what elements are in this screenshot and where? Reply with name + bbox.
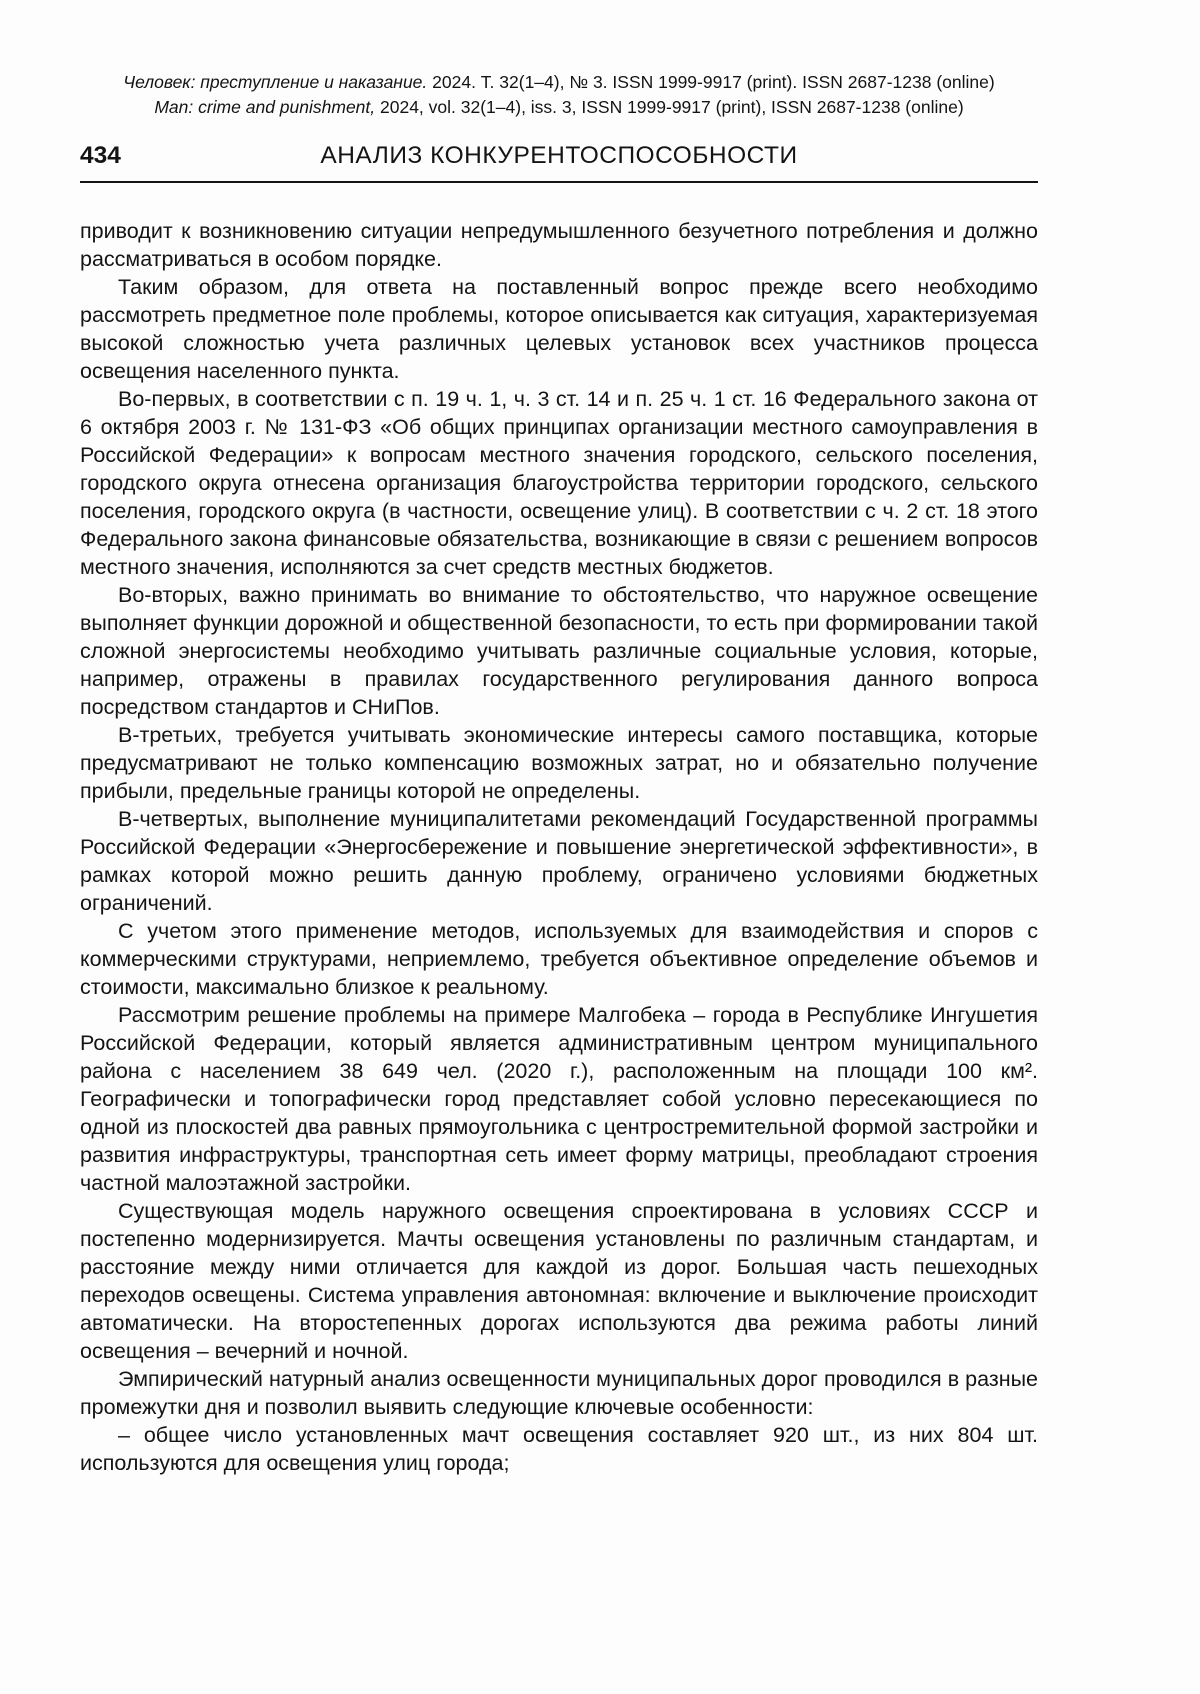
page-number: 434 xyxy=(80,142,121,169)
paragraph: – общее число установленных мачт освещения составляет 920 шт., из них 804 шт. используются для освещения улиц города; xyxy=(80,1423,1038,1475)
journal-header xyxy=(80,70,1038,183)
header-rule xyxy=(80,181,1038,183)
journal-line-en xyxy=(80,95,1038,120)
paragraph: приводит к возникновению ситуации непредумышленного безучетного потребления и должно рассматриваться в особом порядке. xyxy=(80,219,1038,271)
paragraph: Во-вторых, важно принимать во внимание то обстоятельство, что наружное освещение выполняет функции дорожной и общественной безопасности, то есть при формировании такой сложной энергосистемы необходимо учитывать различные социальные условия, которые, например, отражены в правилах государственного регулирования данного вопроса посредством стандартов и СНиПов. xyxy=(80,583,1038,719)
journal-title-ru: Человек: преступление и наказание. xyxy=(123,72,428,92)
paragraph: Существующая модель наружного освещения спроектирована в условиях СССР и постепенно модернизируется. Мачты освещения установлены по различным стандартам, и расстояние между ними отличается для каждой из дорог. Большая часть пешеходных переходов освещены. Система управления автономная: включение и выключение происходит автоматически. На второстепенных дорогах используются два режима работы линий освещения – вечерний и ночной. xyxy=(80,1199,1038,1363)
paragraph: С учетом этого применение методов, используемых для взаимодействия и споров с коммерческими структурами, неприемлемо, требуется объективное определение объемов и стоимости, максимально близкое к реальному. xyxy=(80,919,1038,999)
running-head: АНАЛИЗ КОНКУРЕНТОСПОСОБНОСТИ xyxy=(320,142,798,169)
journal-issue-info-ru: 2024. Т. 32(1–4), № 3. ISSN 1999-9917 (print). ISSN 2687-1238 (online) xyxy=(427,72,995,92)
journal-issue-info-en: 2024, vol. 32(1–4), iss. 3, ISSN 1999-9917 (print), ISSN 2687-1238 (online) xyxy=(375,97,964,117)
paragraph: Таким образом, для ответа на поставленный вопрос прежде всего необходимо рассмотреть предметное поле проблемы, которое описывается как ситуация, характеризуемая высокой сложностью учета различных целевых установок всех участников процесса освещения населенного пункта. xyxy=(80,275,1038,383)
page-head-row xyxy=(80,140,1038,172)
article-body xyxy=(80,217,1038,1477)
paragraph: В-третьих, требуется учитывать экономические интересы самого поставщика, которые предусматривают не только компенсацию возможных затрат, но и обязательно получение прибыли, предельные границы которой не определены. xyxy=(80,723,1038,803)
journal-line-ru xyxy=(80,70,1038,95)
paragraph: Во-первых, в соответствии с п. 19 ч. 1, ч. 3 ст. 14 и п. 25 ч. 1 ст. 16 Федерального закона от 6 октября 2003 г. № 131-ФЗ «Об общих принципах организации местного самоуправления в Российской Федерации» к вопросам местного значения городского, сельского поселения, городского округа отнесена организация благоустройства территории городского, сельского поселения, городского округа (в частности, освещение улиц). В соответствии с ч. 2 ст. 18 этого Федерального закона финансовые обязательства, возникающие в связи с решением вопросов местного значения, исполняются за счет средств местных бюджетов. xyxy=(80,387,1038,579)
journal-title-en: Man: crime and punishment, xyxy=(154,97,376,117)
paragraph: Рассмотрим решение проблемы на примере Малгобека – города в Республике Ингушетия Российской Федерации, который является административным центром муниципального района с населением 38 649 чел. (2020 г.), расположенным на площади 100 км². Географически и топографически город представляет собой условно пересекающиеся по одной из плоскостей два равных прямоугольника с центростремительной формой застройки и развития инфраструктуры, транспортная сеть имеет форму матрицы, преобладают строения частной малоэтажной застройки. xyxy=(80,1003,1038,1195)
paragraph: В-четвертых, выполнение муниципалитетами рекомендаций Государственной программы Российской Федерации «Энергосбережение и повышение энергетической эффективности», в рамках которой можно решить данную проблему, ограничено условиями бюджетных ограничений. xyxy=(80,807,1038,915)
paragraph: Эмпирический натурный анализ освещенности муниципальных дорог проводился в разные промежутки дня и позволил выявить следующие ключевые особенности: xyxy=(80,1367,1038,1419)
